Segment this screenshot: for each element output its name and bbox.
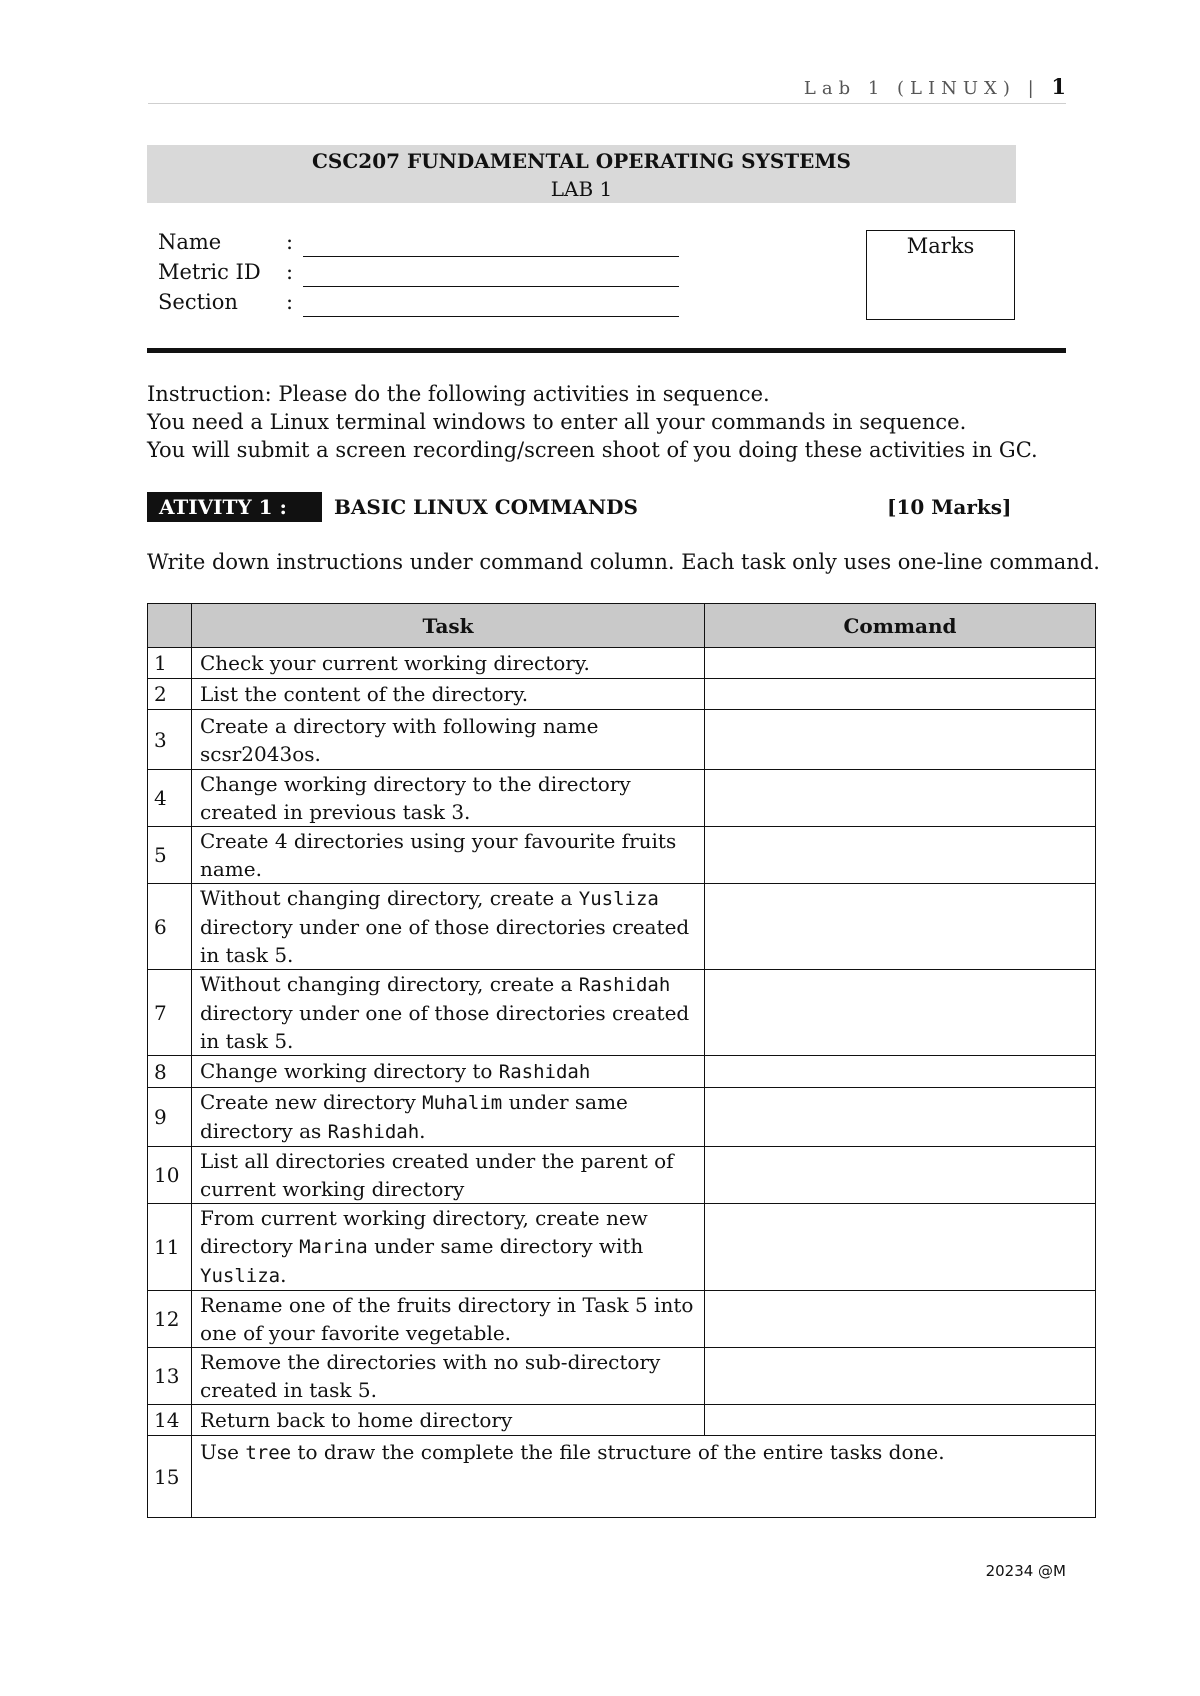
task-text: List the content of the directory. [200, 682, 529, 706]
marks-box [866, 230, 1015, 320]
task-description [192, 884, 705, 970]
table-row [148, 770, 1096, 827]
task-description [192, 1088, 705, 1147]
command-cell[interactable] [705, 770, 1096, 827]
command-header: Command [705, 604, 1096, 648]
activity-heading [147, 492, 1047, 522]
task-text: Change working directory to [200, 1059, 499, 1083]
task-text: under same directory as [200, 1090, 628, 1143]
table-row [148, 970, 1096, 1056]
table-row [148, 1088, 1096, 1147]
command-cell[interactable] [705, 1348, 1096, 1405]
table-row [148, 1436, 1096, 1518]
command-name: Marina [299, 1236, 368, 1258]
task-description [192, 1204, 705, 1291]
table-row [148, 1291, 1096, 1348]
task-number: 3 [148, 710, 192, 770]
task-text: Use [200, 1440, 246, 1464]
task-text: Create new directory [200, 1090, 423, 1114]
task-number: 1 [148, 648, 192, 679]
table-row [148, 710, 1096, 770]
command-cell[interactable] [705, 1291, 1096, 1348]
title-box [147, 145, 1016, 203]
task-description [192, 770, 705, 827]
num-header [148, 604, 192, 648]
metric-id-colon: : [286, 260, 294, 284]
table-header-row [148, 604, 1096, 648]
task-description [192, 648, 705, 679]
section-label: Section [158, 290, 238, 314]
command-cell[interactable] [705, 710, 1096, 770]
name-blank[interactable] [303, 256, 679, 257]
table-row [148, 884, 1096, 970]
task-description [192, 1147, 705, 1204]
header-rule [148, 103, 1066, 104]
task-header: Task [192, 604, 705, 648]
task-description [192, 679, 705, 710]
activity-note: Write down instructions under command column. Each task only uses one-line command. [147, 550, 1100, 574]
task-description [192, 970, 705, 1056]
table-row [148, 1147, 1096, 1204]
task-text: Remove the directories with no sub-directory created in task 5. [200, 1350, 661, 1402]
task-number: 5 [148, 827, 192, 884]
page-footer: 20234 @M [985, 1562, 1066, 1580]
name-label: Name [158, 230, 222, 254]
task-number: 12 [148, 1291, 192, 1348]
command-cell[interactable] [705, 1204, 1096, 1291]
course-title: CSC207 FUNDAMENTAL OPERATING SYSTEMS [312, 149, 851, 173]
task-text: under same directory with [367, 1234, 644, 1258]
task-text: Without changing directory, create a [200, 972, 579, 996]
activity-title: BASIC LINUX COMMANDS [334, 495, 638, 519]
task-description [192, 1291, 705, 1348]
command-name: Muhalim [422, 1092, 503, 1114]
command-cell[interactable] [705, 827, 1096, 884]
task-number: 2 [148, 679, 192, 710]
activity-marks: [10 Marks] [887, 495, 1012, 519]
task-text: From current working directory, create new directory [200, 1206, 648, 1258]
table-row [148, 1405, 1096, 1436]
page-number: 1 [1051, 74, 1066, 99]
task-number: 7 [148, 970, 192, 1056]
header-text: Lab 1 (LINUX) | [803, 78, 1040, 99]
task-number: 15 [148, 1436, 192, 1518]
command-cell[interactable] [705, 1056, 1096, 1088]
command-cell[interactable] [705, 884, 1096, 970]
activity-badge: ATIVITY 1 : [147, 492, 322, 522]
task-text: Change working directory to the directory created in previous task 3. [200, 772, 631, 824]
task-text: Create a directory with following name scsr2043os. [200, 713, 599, 766]
task-number: 9 [148, 1088, 192, 1147]
task-text: directory under one of those directories created in task 5. [200, 915, 690, 967]
metric-id-label: Metric ID [158, 260, 261, 284]
command-cell[interactable] [705, 679, 1096, 710]
lab-title: LAB 1 [550, 177, 613, 201]
command-name: Yusliza [578, 888, 659, 910]
metric-id-blank[interactable] [303, 286, 679, 287]
task-text: List all directories created under the parent of current working directory [200, 1149, 674, 1201]
command-name: Rashidah [498, 1061, 591, 1083]
task-text: Without changing directory, create a [200, 886, 579, 910]
task-description [192, 1405, 705, 1436]
section-colon: : [286, 290, 294, 314]
instructions [147, 380, 1038, 464]
page-header [148, 74, 1066, 102]
marks-label: Marks [906, 234, 975, 258]
task-description [192, 1056, 705, 1088]
task-text: Rename one of the fruits directory in Task 5 into one of your favorite vegetable. [200, 1293, 694, 1345]
task-text: directory under one of those directories created in task 5. [200, 1001, 690, 1053]
task-text: Check your current working directory. [200, 651, 590, 675]
task-number: 14 [148, 1405, 192, 1436]
name-colon: : [286, 230, 294, 254]
command-cell[interactable] [705, 1147, 1096, 1204]
command-cell[interactable] [705, 1405, 1096, 1436]
task-number: 10 [148, 1147, 192, 1204]
task-text: Create 4 directories using your favourite fruits name. [200, 829, 677, 881]
task-text: . [280, 1263, 287, 1287]
table-row [148, 1204, 1096, 1291]
instruction-line: You will submit a screen recording/screen shoot of you doing these activities in GC. [147, 438, 1038, 462]
command-name: Yusliza [200, 1265, 281, 1287]
instruction-line: Instruction: Please do the following activities in sequence. [147, 382, 770, 406]
table-row [148, 679, 1096, 710]
table-row [148, 1348, 1096, 1405]
instruction-line: You need a Linux terminal windows to enter all your commands in sequence. [147, 410, 967, 434]
task-number: 4 [148, 770, 192, 827]
command-name: Rashidah [578, 974, 671, 996]
command-cell[interactable] [705, 1088, 1096, 1147]
task-number: 13 [148, 1348, 192, 1405]
table-row [148, 827, 1096, 884]
task-description [192, 1348, 705, 1405]
task-table [147, 603, 1096, 1518]
task-description [192, 710, 705, 770]
table-row [148, 1056, 1096, 1088]
table-row [148, 648, 1096, 679]
task-number: 11 [148, 1204, 192, 1291]
section-divider [147, 348, 1066, 353]
task-number: 8 [148, 1056, 192, 1088]
command-cell[interactable] [705, 648, 1096, 679]
command-cell[interactable] [705, 970, 1096, 1056]
task-text: Return back to home directory [200, 1408, 513, 1432]
task-number: 6 [148, 884, 192, 970]
task-description [192, 827, 705, 884]
task-text: . [419, 1119, 426, 1143]
task-text: to draw the complete the file structure of the entire tasks done. [291, 1440, 945, 1464]
command-name: tree [245, 1442, 292, 1464]
command-name: Rashidah [327, 1121, 420, 1143]
task-description [192, 1436, 1096, 1518]
section-blank[interactable] [303, 316, 679, 317]
